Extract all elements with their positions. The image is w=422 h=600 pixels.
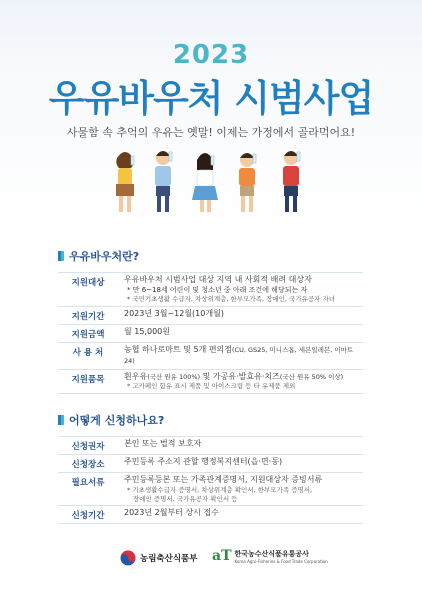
row-value [118,475,363,503]
row-value-main: 본인 또는 법적 보호자 [124,439,202,448]
at-logo-mark: aT [212,548,232,564]
mafra-name: 농림축산식품부 [140,554,198,564]
table-row [58,307,363,325]
row-value [118,345,363,367]
row-label: 지원품목 [71,374,105,385]
row-value-main: 2023년 3월~12월(10개월) [124,309,224,318]
row-note: 장애인 증명서, 국가유공자 확인서 등 [133,494,238,503]
row-value-main: 2023년 2월부터 상시 접수 [124,508,219,518]
section-heading-text: 어떻게 신청하나요? [69,414,165,427]
info-table-voucher [58,272,363,394]
info-table-application [58,436,363,524]
row-label: 신청기간 [71,511,105,522]
row-value-main: 우유바우처 시범사업 대상 지역 내 사회적 배려 대상자 [124,275,312,284]
row-label: 지원대상 [71,278,105,288]
row-value [118,508,363,521]
footer-logos [0,544,422,574]
children-drinking-milk-illustration [105,146,320,218]
taegeuk-icon [120,550,136,566]
row-note: * 국민기초생활 수급자, 차상위계층, 한부모가족, 장애인, 국가유공자 자녀 [127,295,336,304]
row-note: * 고카페인 함유 표시 제품 및 아이스크림 등 타 유제품 제외 [127,382,296,391]
section-heading-how-to-apply [58,412,164,428]
tagline: 사물함 속 추억의 우유는 옛말! 이제는 가정에서 골라먹어요! [66,126,356,139]
row-value [118,439,363,452]
row-value-detail: (CU, GS25, 미니스톱, 세븐일레븐, 이마트24) [124,346,354,365]
row-value [118,327,363,340]
section-heading-text: 우유바우처란? [69,250,140,263]
row-value [118,275,363,304]
row-value-main: 농협 하나로마트 및 5개 편의점 [124,345,232,354]
table-row [58,325,363,343]
row-label: 신청장소 [71,460,105,470]
child-3 [192,153,218,212]
table-row [58,506,363,524]
row-value-detail: (국산 원유 100%) [147,372,201,381]
table-row [58,272,363,307]
child-5 [283,151,300,212]
at-logo-text [235,549,328,564]
section-bullet-icon [58,415,64,425]
row-value-main: 주민등록등본 또는 가족관계증명서, 지원대상자 증빙서류 [124,475,323,484]
child-1 [116,152,134,212]
row-value [118,309,363,322]
child-2 [155,151,172,212]
at-name-english: Korea Agro-Fisheries & Food Trade Corporation [234,558,328,564]
row-note: * 기초생활수급자 증명서, 차상위계층 확인서, 한부모가족 증명서, [127,485,313,494]
section-heading-what-is-voucher [58,248,139,264]
row-value-main: 월 15,000원 [124,327,170,336]
row-label: 신청권자 [71,442,105,452]
row-label: 사 용 처 [72,348,104,358]
table-row [58,370,363,395]
row-label: 필요서류 [71,478,105,488]
row-note: * 만 6~18세 어린이 및 청소년 중 아래 조건에 해당되는 자 [127,285,308,294]
table-row [58,473,363,506]
row-value-main: 흰우유 [124,371,148,381]
mafra-logo [120,550,197,566]
at-name-korean: 한국농수산식품유통공사 [234,549,309,558]
at-logo [212,548,328,564]
year-heading: 2023 [172,40,250,70]
table-row [58,343,363,370]
row-value-main: 및 가공유·발효유·치즈 [200,371,280,381]
row-value [118,457,363,470]
page-title: 우유바우처 시범사업 [48,77,374,120]
child-4 [239,153,256,212]
table-row [58,455,363,473]
row-value-detail: (국산 원유 50% 이상) [279,372,344,381]
table-row [58,436,363,455]
row-label: 지원기간 [71,312,105,322]
row-value [118,372,363,392]
row-value-main: 주민등록 주소지 관할 행정복지센터(읍·면·동) [124,457,283,466]
row-label: 지원금액 [71,330,105,340]
section-bullet-icon [58,251,64,261]
